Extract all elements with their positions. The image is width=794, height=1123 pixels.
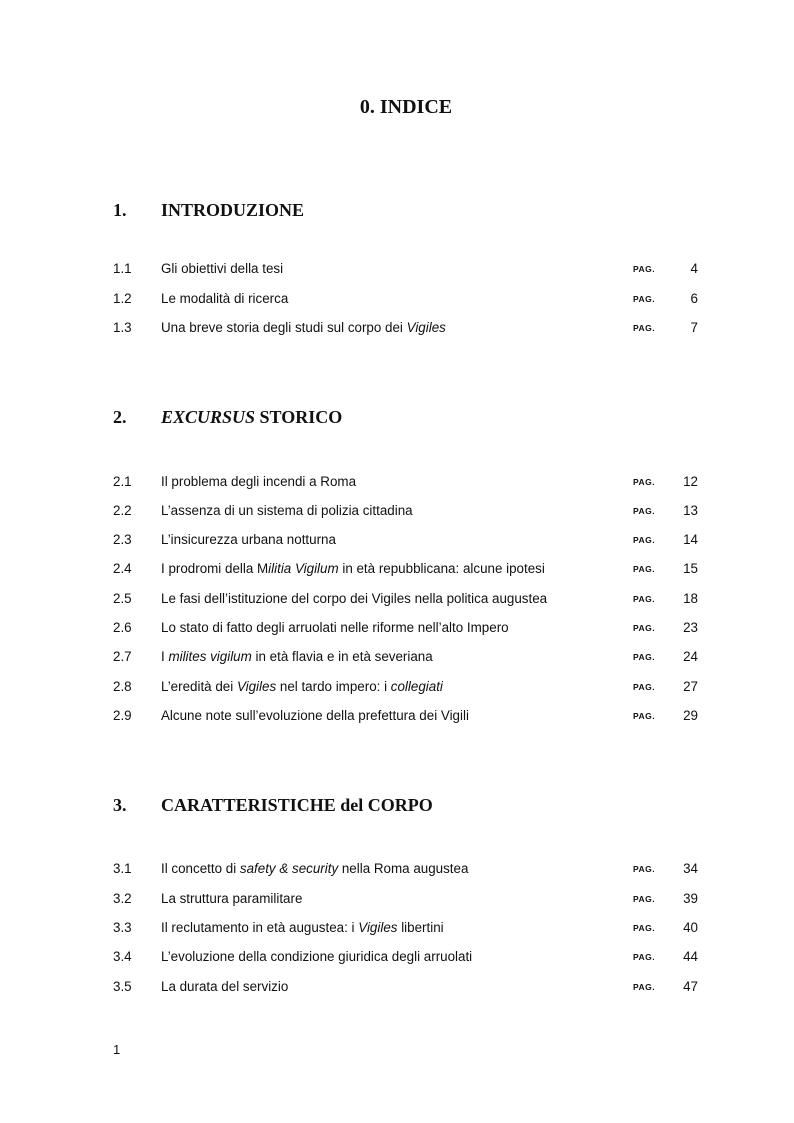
toc-entry[interactable]	[113, 320, 703, 340]
pag-label: PAG.	[633, 264, 656, 274]
pag-label: PAG.	[633, 623, 656, 633]
entry-number: 2.7	[113, 649, 132, 664]
entry-title: Il reclutamento in età augustea: i Vigiles libertini	[161, 920, 444, 935]
section-title: CARATTERISTICHE del CORPO	[161, 795, 433, 815]
toc-entry[interactable]	[113, 891, 703, 911]
pag-label: PAG.	[633, 682, 656, 692]
toc-entry[interactable]	[113, 949, 703, 969]
entry-number: 3.3	[113, 920, 132, 935]
toc-entry[interactable]	[113, 979, 703, 999]
entry-number: 2.5	[113, 591, 132, 606]
pag-label: PAG.	[633, 894, 656, 904]
entry-title: Alcune note sull’evoluzione della prefettura dei Vigili	[161, 708, 469, 723]
entry-number: 2.6	[113, 620, 132, 635]
entry-number: 3.4	[113, 949, 132, 964]
entry-number: 3.1	[113, 861, 132, 876]
entry-page: 6	[690, 291, 698, 306]
entry-title: Il problema degli incendi a Roma	[161, 474, 357, 489]
entry-number: 2.4	[113, 561, 132, 576]
toc-entry[interactable]	[113, 920, 703, 940]
toc-entry[interactable]	[113, 561, 703, 581]
entry-number: 1.1	[113, 261, 132, 276]
entry-page: 47	[683, 979, 698, 994]
toc-entry[interactable]	[113, 532, 703, 552]
entry-number: 3.5	[113, 979, 132, 994]
pag-label: PAG.	[633, 294, 656, 304]
entry-number: 1.2	[113, 291, 132, 306]
entry-page: 13	[683, 503, 698, 518]
entry-number: 1.3	[113, 320, 132, 335]
toc-entry[interactable]	[113, 679, 703, 699]
pag-label: PAG.	[633, 923, 656, 933]
entry-page: 34	[683, 861, 698, 876]
entry-title: Le fasi dell’istituzione del corpo dei Vigiles nella politica augustea	[161, 591, 548, 606]
entry-title: L’evoluzione della condizione giuridica degli arruolati	[161, 949, 473, 964]
entry-page: 15	[683, 561, 698, 576]
pag-label: PAG.	[633, 864, 656, 874]
entry-page: 7	[690, 320, 698, 335]
entry-page: 27	[683, 679, 698, 694]
section-heading	[113, 407, 713, 433]
entry-number: 2.8	[113, 679, 132, 694]
entry-page: 14	[683, 532, 698, 547]
toc-entry[interactable]	[113, 591, 703, 611]
pag-label: PAG.	[633, 952, 656, 962]
pag-label: PAG.	[633, 711, 656, 721]
toc-entry[interactable]	[113, 649, 703, 669]
section-heading	[113, 200, 713, 226]
pag-label: PAG.	[633, 982, 656, 992]
toc-entry[interactable]	[113, 474, 703, 494]
entry-number: 2.2	[113, 503, 132, 518]
section-title: EXCURSUS STORICO	[161, 407, 343, 427]
entry-page: 40	[683, 920, 698, 935]
pag-label: PAG.	[633, 535, 656, 545]
entry-page: 44	[683, 949, 698, 964]
section-title: INTRODUZIONE	[161, 200, 305, 220]
pag-label: PAG.	[633, 594, 656, 604]
toc-entry[interactable]	[113, 261, 703, 281]
page-title: 0. INDICE	[359, 96, 453, 118]
entry-title: Una breve storia degli studi sul corpo dei Vigiles	[161, 320, 446, 335]
entry-title: Lo stato di fatto degli arruolati nelle riforme nell’alto Impero	[161, 620, 509, 635]
entry-title: I prodromi della Militia Vigilum in età repubblicana: alcune ipotesi	[161, 561, 545, 576]
pag-label: PAG.	[633, 323, 656, 333]
entry-title: L’eredità dei Vigiles nel tardo impero: i collegiati	[161, 679, 443, 694]
section-number: 2.	[113, 407, 127, 427]
entry-title: Gli obiettivi della tesi	[161, 261, 284, 276]
entry-page: 29	[683, 708, 698, 723]
page-number: 1	[113, 1042, 121, 1057]
pag-label: PAG.	[633, 506, 656, 516]
toc-entry[interactable]	[113, 503, 703, 523]
entry-number: 3.2	[113, 891, 132, 906]
toc-entry[interactable]	[113, 291, 703, 311]
toc-entry[interactable]	[113, 620, 703, 640]
entry-page: 24	[683, 649, 698, 664]
pag-label: PAG.	[633, 477, 656, 487]
section-number: 3.	[113, 795, 127, 815]
entry-number: 2.1	[113, 474, 132, 489]
toc-entry[interactable]	[113, 861, 703, 881]
entry-page: 12	[683, 474, 698, 489]
entry-page: 23	[683, 620, 698, 635]
toc-entry[interactable]	[113, 708, 703, 728]
entry-title: L’insicurezza urbana notturna	[161, 532, 336, 547]
entry-page: 18	[683, 591, 698, 606]
entry-title: Le modalità di ricerca	[161, 291, 289, 306]
entry-page: 4	[690, 261, 698, 276]
entry-title: La durata del servizio	[161, 979, 289, 994]
entry-title: I milites vigilum in età flavia e in età severiana	[161, 649, 433, 664]
entry-number: 2.9	[113, 708, 132, 723]
entry-title: L’assenza di un sistema di polizia cittadina	[161, 503, 413, 518]
pag-label: PAG.	[633, 564, 656, 574]
entry-title: La struttura paramilitare	[161, 891, 303, 906]
pag-label: PAG.	[633, 652, 656, 662]
entry-number: 2.3	[113, 532, 132, 547]
entry-title: Il concetto di safety & security nella Roma augustea	[161, 861, 469, 876]
section-number: 1.	[113, 200, 127, 220]
entry-page: 39	[683, 891, 698, 906]
section-heading	[113, 795, 713, 821]
